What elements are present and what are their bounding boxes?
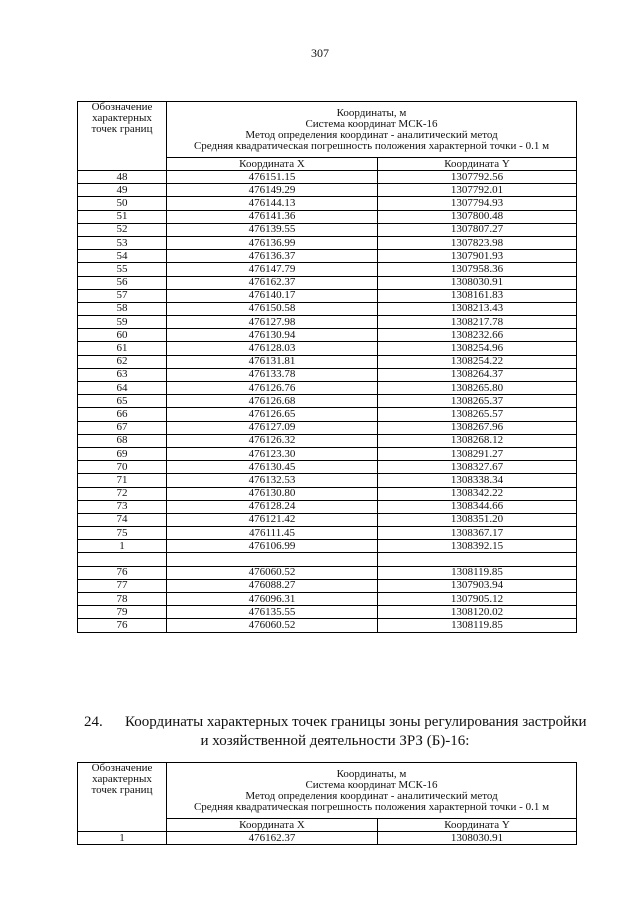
coordinates-header: Координаты, м Система координат МСК-16 Метод определения координат - аналитический метод Средняя квадратическая погрешность положения характерной точки - 0.1 м — [167, 102, 577, 158]
point-number-cell: 57 — [78, 289, 167, 302]
column-y-header: Координата Y — [378, 158, 577, 171]
table-row — [78, 342, 577, 355]
point-number-cell: 1 — [78, 832, 167, 845]
point-number-cell: 71 — [78, 474, 167, 487]
table-row — [78, 395, 577, 408]
table-row — [78, 276, 577, 289]
coordinate-y-cell: 1308265.37 — [378, 395, 577, 408]
table-row — [78, 461, 577, 474]
table-row — [78, 619, 577, 632]
table-row — [78, 474, 577, 487]
coordinate-x-cell: 476121.42 — [167, 513, 378, 526]
coordinate-y-cell: 1307794.93 — [378, 197, 577, 210]
coordinate-x-cell: 476106.99 — [167, 540, 378, 553]
coordinate-x-cell: 476130.94 — [167, 329, 378, 342]
point-number-cell: 63 — [78, 368, 167, 381]
coordinate-x-cell: 476136.99 — [167, 236, 378, 249]
table-row — [78, 540, 577, 553]
table-row — [78, 250, 577, 263]
point-number-cell: 56 — [78, 276, 167, 289]
table-row — [78, 408, 577, 421]
coordinate-y-cell: 1308265.80 — [378, 382, 577, 395]
coordinate-y-cell: 1308030.91 — [378, 832, 577, 845]
coordinate-y-cell: 1308342.22 — [378, 487, 577, 500]
point-label-header: Обозначение характерных точек границ — [78, 763, 167, 832]
coordinate-x-cell: 476135.55 — [167, 606, 378, 619]
table-row — [78, 593, 577, 606]
coordinate-y-cell: 1307905.12 — [378, 593, 577, 606]
coordinates-table-2 — [77, 762, 577, 845]
coordinate-x-cell: 476136.37 — [167, 250, 378, 263]
coordinate-y-cell: 1308254.22 — [378, 355, 577, 368]
coordinate-y-cell: 1307903.94 — [378, 579, 577, 592]
table-row — [78, 382, 577, 395]
table-row — [78, 368, 577, 381]
coordinate-x-cell: 476127.09 — [167, 421, 378, 434]
section-title-line-1: Координаты характерных точек границы зоны регулирования застройки — [125, 714, 587, 730]
coordinate-x-cell: 476128.24 — [167, 500, 378, 513]
coordinate-y-cell: 1308344.66 — [378, 500, 577, 513]
coordinate-x-cell: 476126.68 — [167, 395, 378, 408]
coordinate-x-cell: 476149.29 — [167, 184, 378, 197]
coordinate-y-cell: 1308351.20 — [378, 513, 577, 526]
coordinate-x-cell: 476141.36 — [167, 210, 378, 223]
point-number-cell: 76 — [78, 619, 167, 632]
coordinate-y-cell: 1308265.57 — [378, 408, 577, 421]
table-row — [78, 566, 577, 579]
coordinate-y-cell: 1308120.02 — [378, 606, 577, 619]
point-number-cell: 79 — [78, 606, 167, 619]
table-row — [78, 171, 577, 184]
point-number-cell: 1 — [78, 540, 167, 553]
coordinate-y-cell: 1308217.78 — [378, 316, 577, 329]
point-number-cell: 73 — [78, 500, 167, 513]
coordinate-y-cell: 1307901.93 — [378, 250, 577, 263]
point-number-cell: 68 — [78, 434, 167, 447]
coordinate-y-cell: 1307792.56 — [378, 171, 577, 184]
coordinate-x-cell: 476140.17 — [167, 289, 378, 302]
coordinate-x-cell: 476150.58 — [167, 302, 378, 315]
coordinate-x-cell: 476151.15 — [167, 171, 378, 184]
point-number-cell: 78 — [78, 593, 167, 606]
point-number-cell: 62 — [78, 355, 167, 368]
coordinate-x-cell: 476131.81 — [167, 355, 378, 368]
coordinate-y-cell: 1308254.96 — [378, 342, 577, 355]
point-number-cell: 51 — [78, 210, 167, 223]
coordinate-x-cell: 476126.32 — [167, 434, 378, 447]
table-row — [78, 236, 577, 249]
table-header-row — [78, 763, 577, 819]
column-y-header: Координата Y — [378, 819, 577, 832]
coordinate-y-cell: 1308367.17 — [378, 527, 577, 540]
coordinate-y-cell: 1308267.96 — [378, 421, 577, 434]
coordinate-y-cell: 1307800.48 — [378, 210, 577, 223]
coordinate-y-cell: 1308392.15 — [378, 540, 577, 553]
coordinate-x-cell: 476133.78 — [167, 368, 378, 381]
coordinate-x-cell: 476088.27 — [167, 579, 378, 592]
coordinate-y-cell: 1307958.36 — [378, 263, 577, 276]
point-number-cell: 49 — [78, 184, 167, 197]
coordinate-x-cell: 476126.76 — [167, 382, 378, 395]
point-number-cell: 76 — [78, 566, 167, 579]
coordinate-x-cell: 476060.52 — [167, 619, 378, 632]
point-number-cell: 65 — [78, 395, 167, 408]
coordinate-y-cell: 1308338.34 — [378, 474, 577, 487]
table-row — [78, 263, 577, 276]
point-number-cell: 75 — [78, 527, 167, 540]
column-x-header: Координата X — [167, 819, 378, 832]
point-number-cell: 53 — [78, 236, 167, 249]
coordinate-y-cell: 1308161.83 — [378, 289, 577, 302]
coordinate-x-cell: 476123.30 — [167, 447, 378, 460]
coordinate-y-cell: 1307823.98 — [378, 236, 577, 249]
table-row — [78, 606, 577, 619]
point-number-cell: 52 — [78, 223, 167, 236]
coordinate-x-cell: 476144.13 — [167, 197, 378, 210]
table-row — [78, 513, 577, 526]
coordinate-y-cell: 1308264.37 — [378, 368, 577, 381]
point-number-cell — [78, 553, 167, 566]
column-x-header: Координата X — [167, 158, 378, 171]
coordinate-y-cell: 1308291.27 — [378, 447, 577, 460]
point-number-cell: 58 — [78, 302, 167, 315]
table-row — [78, 447, 577, 460]
table-row — [78, 184, 577, 197]
table-row — [78, 355, 577, 368]
table-row — [78, 527, 577, 540]
section-title-line-2: и хозяйственной деятельности ЗРЗ (Б)-16: — [200, 733, 470, 749]
coordinate-x-cell: 476147.79 — [167, 263, 378, 276]
point-number-cell: 59 — [78, 316, 167, 329]
point-number-cell: 55 — [78, 263, 167, 276]
coordinate-y-cell: 1308119.85 — [378, 566, 577, 579]
table-row — [78, 223, 577, 236]
point-number-cell: 77 — [78, 579, 167, 592]
table-header-row — [78, 102, 577, 158]
coordinate-x-cell: 476132.53 — [167, 474, 378, 487]
coordinates-table-1 — [77, 101, 577, 633]
coordinate-y-cell: 1308232.66 — [378, 329, 577, 342]
point-number-cell: 50 — [78, 197, 167, 210]
table-row — [78, 832, 577, 845]
point-number-cell: 74 — [78, 513, 167, 526]
table-row — [78, 197, 577, 210]
coordinates-header: Координаты, м Система координат МСК-16 Метод определения координат - аналитический метод Средняя квадратическая погрешность положения характерной точки - 0.1 м — [167, 763, 577, 819]
coordinate-x-cell: 476162.37 — [167, 832, 378, 845]
coordinate-x-cell: 476162.37 — [167, 276, 378, 289]
table-row — [78, 302, 577, 315]
coordinate-x-cell: 476130.45 — [167, 461, 378, 474]
table-row — [78, 553, 577, 566]
table-row — [78, 487, 577, 500]
coordinate-x-cell: 476060.52 — [167, 566, 378, 579]
coordinate-x-cell: 476126.65 — [167, 408, 378, 421]
point-number-cell: 70 — [78, 461, 167, 474]
section-number: 24. — [84, 714, 103, 730]
point-number-cell: 48 — [78, 171, 167, 184]
coordinate-x-cell: 476127.98 — [167, 316, 378, 329]
coordinate-y-cell: 1308213.43 — [378, 302, 577, 315]
coordinate-x-cell — [167, 553, 378, 566]
table-row — [78, 210, 577, 223]
point-number-cell: 54 — [78, 250, 167, 263]
coordinate-x-cell: 476111.45 — [167, 527, 378, 540]
point-number-cell: 66 — [78, 408, 167, 421]
page-number: 307 — [311, 46, 329, 60]
coordinate-y-cell: 1308327.67 — [378, 461, 577, 474]
coordinate-y-cell — [378, 553, 577, 566]
coordinate-y-cell: 1308030.91 — [378, 276, 577, 289]
coordinate-y-cell: 1308119.85 — [378, 619, 577, 632]
coordinate-y-cell: 1307807.27 — [378, 223, 577, 236]
point-number-cell: 67 — [78, 421, 167, 434]
table-row — [78, 434, 577, 447]
coordinate-x-cell: 476130.80 — [167, 487, 378, 500]
table-row — [78, 289, 577, 302]
point-number-cell: 72 — [78, 487, 167, 500]
point-number-cell: 64 — [78, 382, 167, 395]
table-row — [78, 329, 577, 342]
coordinate-y-cell: 1307792.01 — [378, 184, 577, 197]
table-row — [78, 500, 577, 513]
point-number-cell: 61 — [78, 342, 167, 355]
coordinate-x-cell: 476096.31 — [167, 593, 378, 606]
point-number-cell: 69 — [78, 447, 167, 460]
table-row — [78, 421, 577, 434]
point-label-header: Обозначение характерных точек границ — [78, 102, 167, 171]
coordinate-x-cell: 476139.55 — [167, 223, 378, 236]
point-number-cell: 60 — [78, 329, 167, 342]
table-row — [78, 316, 577, 329]
table-row — [78, 579, 577, 592]
coordinate-x-cell: 476128.03 — [167, 342, 378, 355]
coordinate-y-cell: 1308268.12 — [378, 434, 577, 447]
